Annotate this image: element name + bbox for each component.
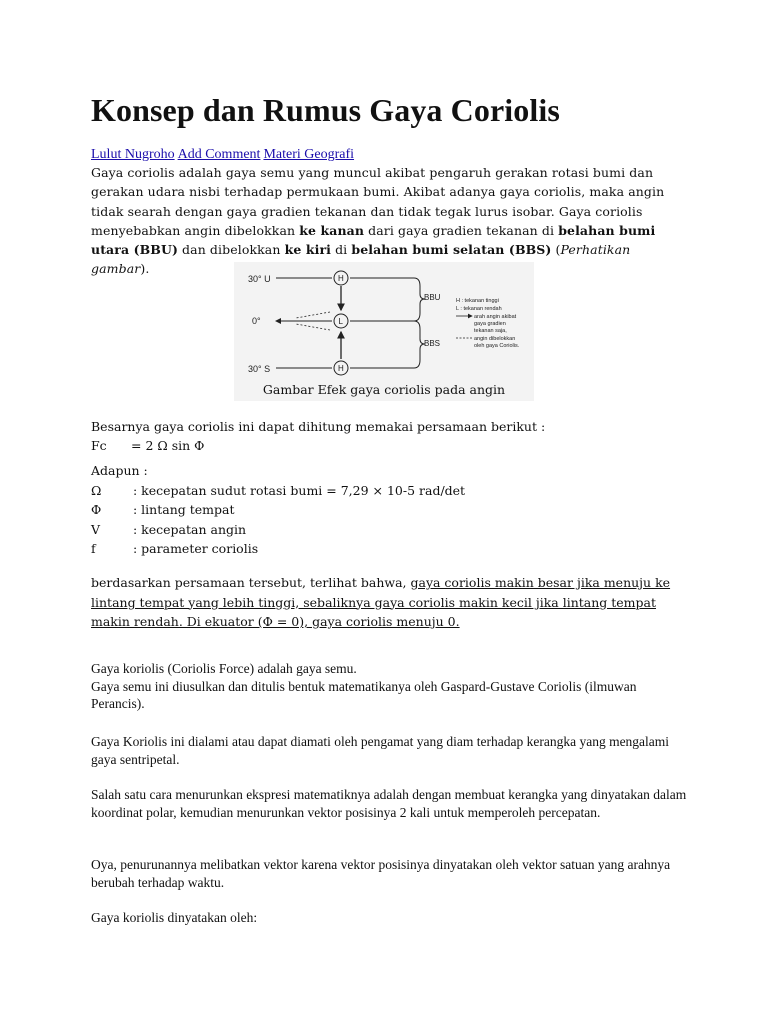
- lat-label-0: 0°: [252, 316, 261, 326]
- label-bbu: BBU: [424, 293, 441, 302]
- coriolis-figure: [234, 262, 534, 382]
- equation-intro: Besarnya gaya coriolis ini dapat dihitung memakai persamaan berikut :: [91, 419, 546, 434]
- emphasis-bbu: belahan bumi utara (BBU): [91, 222, 656, 258]
- paragraph-2: Gaya Koriolis ini dialami atau dapat diamati oleh pengamat yang diam terhadap kerangka yang mengalami gaya sentripetal.: [91, 734, 670, 767]
- emphasis-left: ke kiri: [284, 242, 331, 258]
- emphasis-bbs: belahan bumi selatan (BBS): [351, 242, 552, 258]
- paragraph-4: Oya, penurunannya melibatkan vektor karena vektor posisinya dinyatakan oleh vektor satuan yang arahnya berubah terhadap waktu.: [91, 857, 671, 890]
- lat-label-30n: 30° U: [248, 274, 271, 284]
- equation-rhs: = 2 Ω sin Φ: [131, 437, 205, 453]
- node-high-north-label: H: [338, 274, 344, 283]
- legend-line-5: tekanan saja,: [474, 328, 507, 334]
- variable-row: [91, 539, 691, 559]
- equation-lhs: Fc: [91, 437, 107, 453]
- variable-symbol: f: [91, 541, 96, 556]
- legend-line-6: angin dibelokkan: [474, 336, 516, 342]
- label-bbs: BBS: [424, 339, 441, 348]
- post-meta: [91, 147, 357, 163]
- variable-desc: : kecepatan sudut rotasi bumi = 7,29 × 10-5 rad/det: [133, 482, 466, 498]
- variable-symbol: V: [91, 521, 101, 537]
- node-low-label: L: [338, 317, 343, 326]
- equation-block: [91, 418, 691, 455]
- variable-desc: : lintang tempat: [133, 502, 235, 517]
- variable-row: [91, 481, 691, 501]
- lat-label-30s: 30° S: [248, 364, 271, 374]
- legend-line-3: arah angin akibat: [474, 314, 517, 320]
- coriolis-diagram: [234, 262, 534, 382]
- legend-line-1: H : tekanan tinggi: [456, 298, 499, 304]
- deflect-arrow-bbs: [296, 324, 330, 330]
- variable-symbol: Ω: [91, 482, 102, 498]
- figure-caption: Gambar Efek gaya coriolis pada angin: [234, 380, 534, 401]
- conclusion-underlined: gaya coriolis makin besar jika menuju ke lintang tempat yang lebih tinggi, sebaliknya gaya coriolis makin kecil jika lintang tempat makin rendah. Di ekuator (Φ = 0), gaya coriolis menuju 0.: [91, 575, 671, 629]
- conclusion-paragraph: berdasarkan persamaan tersebut, terlihat bahwa, gaya coriolis makin besar jika menuju ke lintang tempat yang lebih tinggi, sebaliknya gaya coriolis makin kecil jika lintang tempat makin rendah. Di ekuator (Φ = 0), gaya coriolis menuju 0.: [91, 575, 671, 629]
- author-link[interactable]: Lulut Nugroho: [91, 147, 175, 162]
- intro-paragraph: Gaya coriolis adalah gaya semu yang muncul akibat pengaruh gerakan rotasi bumi dan gerakan udara nisbi terhadap permukaan bumi. Akibat adanya gaya coriolis, maka angin tidak searah dengan gaya gradien tekanan dan tidak tegak lurus isobar. Gaya coriolis menyebabkan angin dibelokkan ke kanan dari gaya gradien tekanan di belahan bumi utara (BBU) dan dibelokkan ke kiri di belahan bumi selatan (BBS) (Perhatikan gambar).: [91, 165, 665, 277]
- legend-line-2: L : tekanan rendah: [456, 306, 502, 312]
- paragraph-5: Gaya koriolis dinyatakan oleh:: [91, 910, 258, 925]
- variable-row: [91, 520, 691, 540]
- variable-heading: Adapun :: [91, 463, 148, 478]
- paragraph-3: Salah satu cara menurunkan ekspresi matematiknya adalah dengan membuat kerangka yang dinyatakan dalam koordinat polar, kemudian menurunkan vektor posisinya 2 kali untuk memperoleh percepatan.: [91, 787, 687, 820]
- variable-desc: : parameter coriolis: [133, 541, 259, 556]
- legend-line-7: oleh gaya Coriolis.: [474, 343, 520, 349]
- deflect-arrow-bbu: [296, 312, 330, 318]
- variable-list: [91, 461, 691, 559]
- comment-link[interactable]: Add Comment: [177, 147, 261, 162]
- equation: [91, 437, 691, 456]
- category-link[interactable]: Materi Geografi: [263, 147, 355, 162]
- variable-row: [91, 500, 691, 520]
- page-title: Konsep dan Rumus Gaya Coriolis: [91, 92, 560, 128]
- emphasis-right: ke kanan: [299, 222, 365, 238]
- variable-symbol: Φ: [91, 502, 102, 517]
- emphasis-figure-ref: Perhatikan gambar: [91, 242, 631, 277]
- variable-desc: : kecepatan angin: [133, 521, 247, 537]
- legend-line-4: gaya gradien: [474, 321, 506, 327]
- node-high-south-label: H: [338, 364, 344, 373]
- paragraph-1: Gaya koriolis (Coriolis Force) adalah gaya semu. Gaya semu ini diusulkan dan ditulis bentuk matematikanya oleh Gaspard-Gustave Coriolis (ilmuwan Perancis).: [91, 661, 637, 711]
